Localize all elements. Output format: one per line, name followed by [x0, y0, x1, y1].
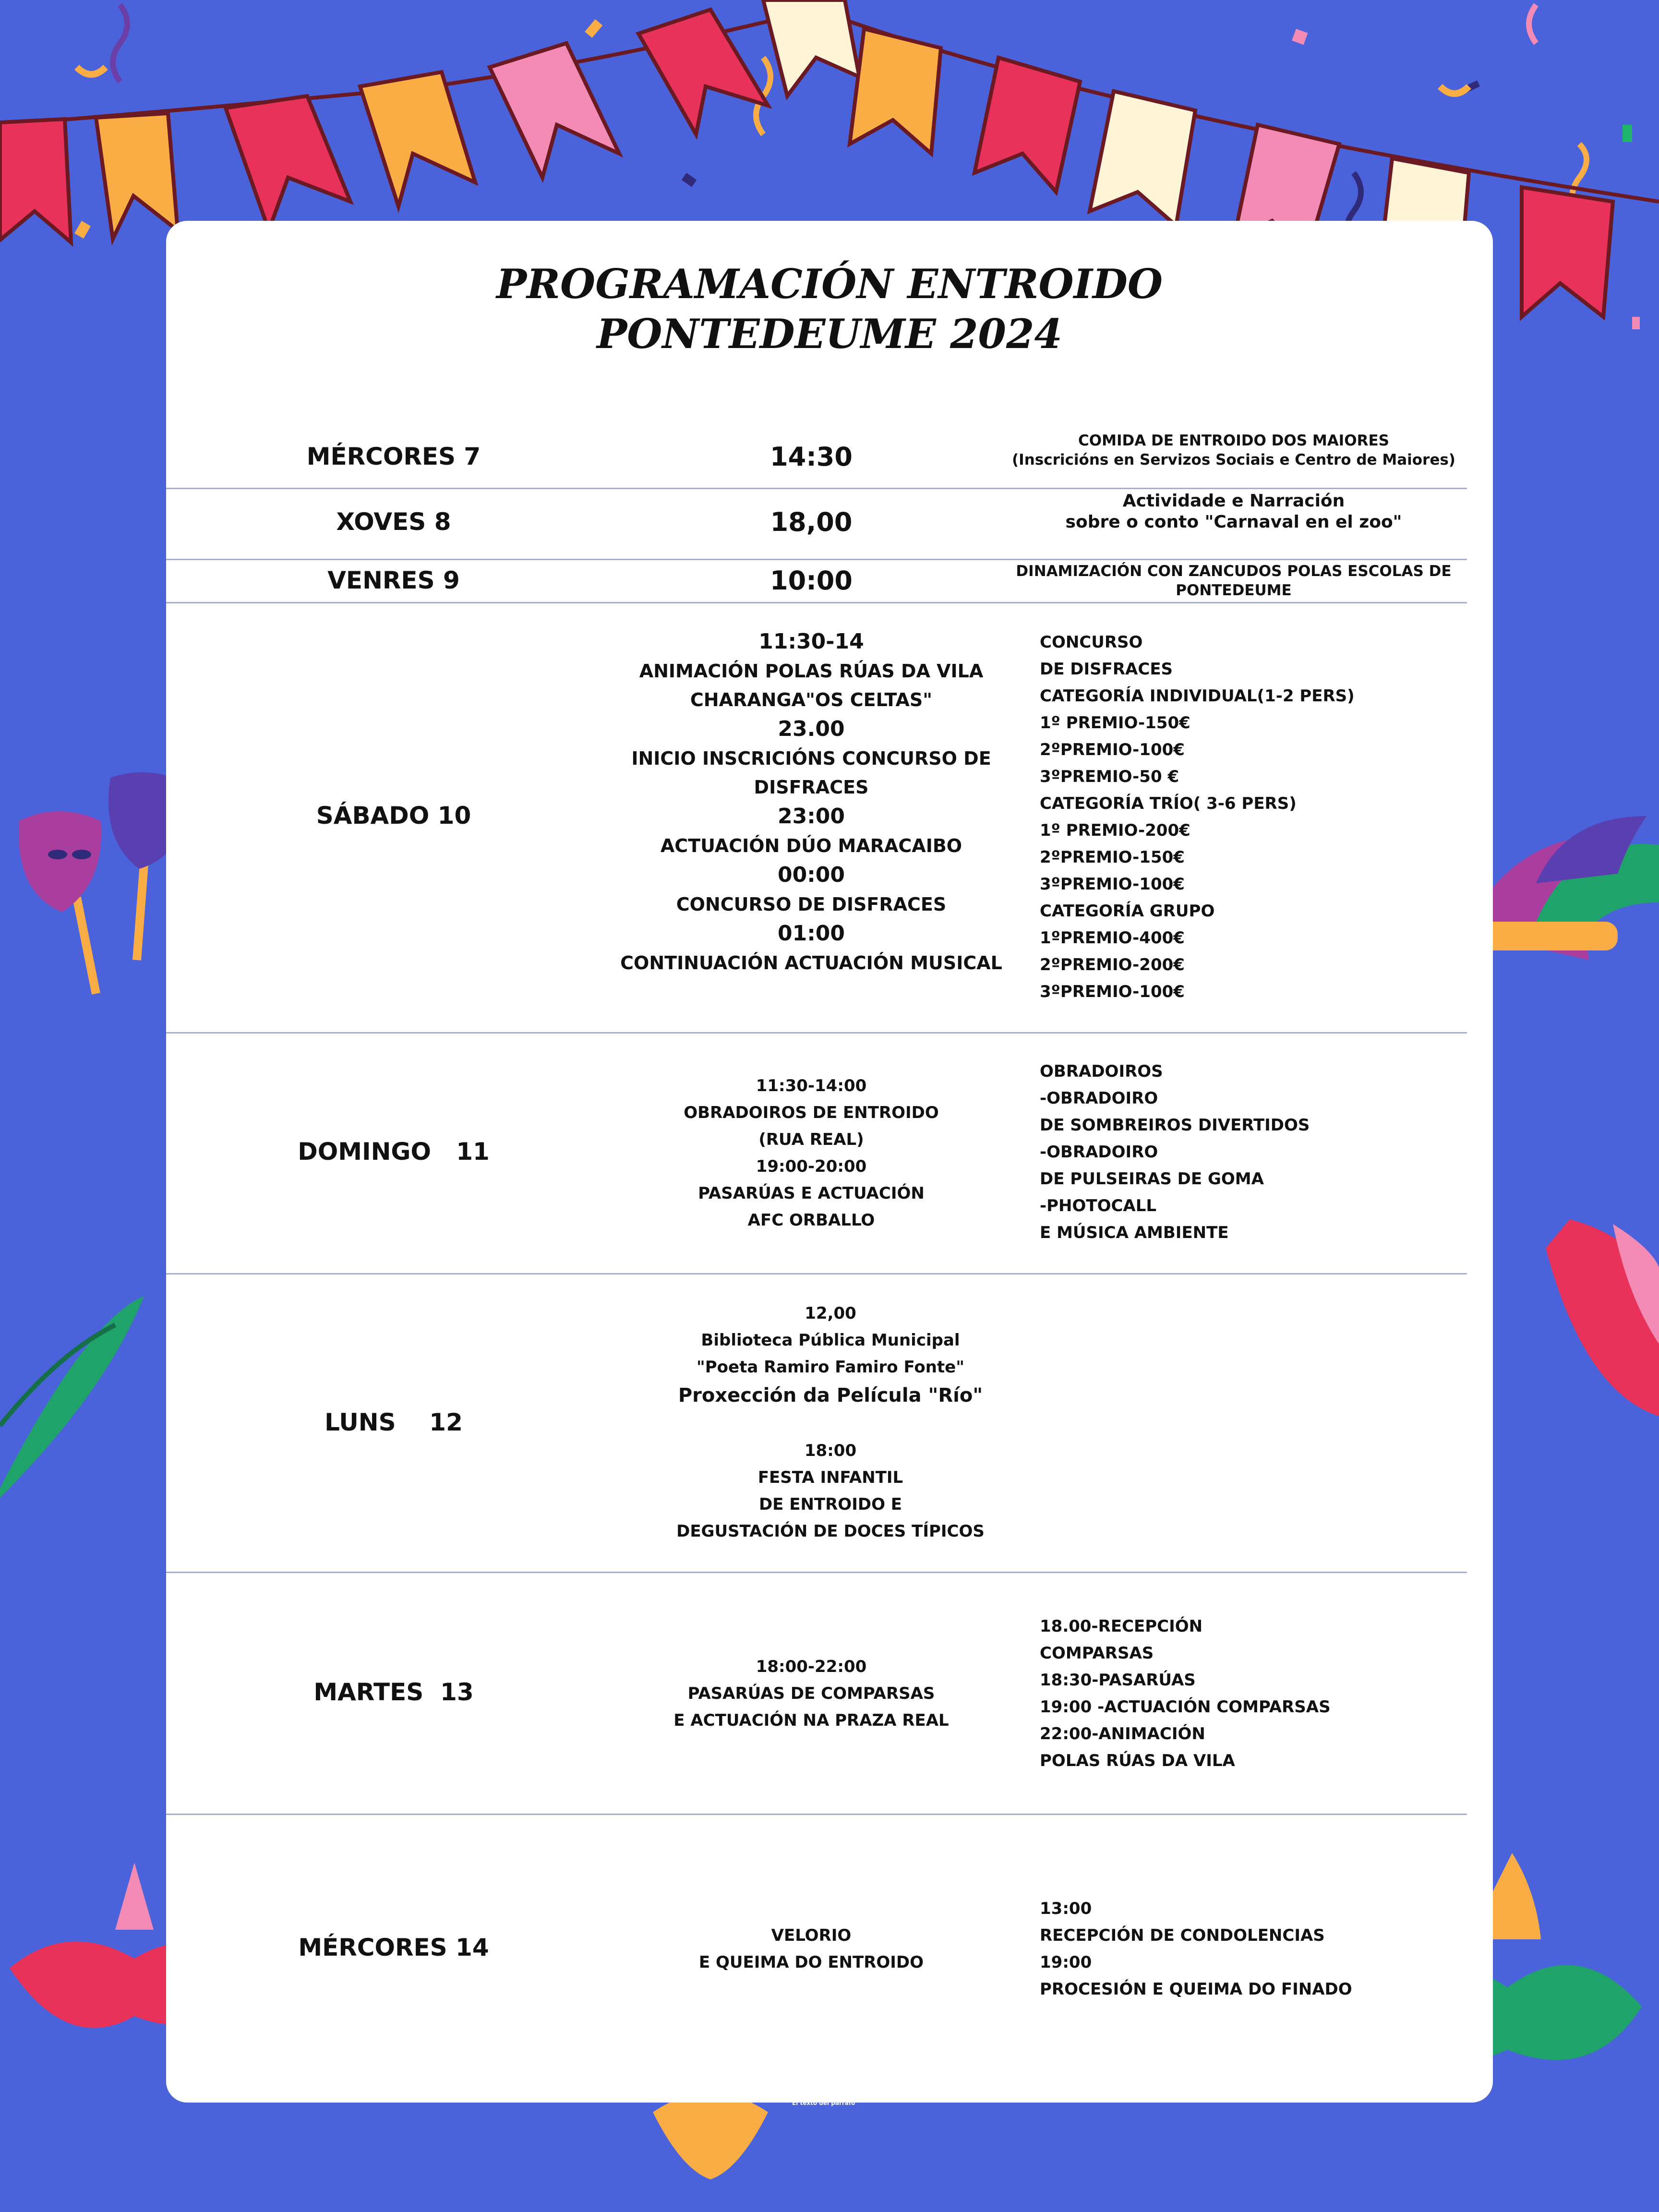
- day-label: MÉRCORES 14: [298, 1934, 489, 1961]
- row-divider: [166, 559, 1467, 560]
- time-label: 14:30: [770, 442, 853, 472]
- event-times: 11:30-14 ANIMACIÓN POLAS RÚAS DA VILA CHARANGA"OS CELTAS" 23.00 INICIO INSCRICIÓNS CONCURSO DE DISFRACES 23:00 ACTUACIÓN DÚO MARACAIBO 00:00 CONCURSO DE DISFRACES 01:00 CONTINUACIÓN ACTUACIÓN MUSICAL: [620, 629, 1002, 974]
- title-line-2: PONTEDEUME 2024: [597, 310, 1062, 358]
- day-label: DOMINGO 11: [298, 1138, 490, 1166]
- day-label: SÁBADO 10: [316, 802, 471, 830]
- day-label: LUNS 12: [325, 1408, 463, 1436]
- event-times: 12,00 Biblioteca Pública Municipal "Poeta Ramiro Famiro Fonte" Proxección da Película "Río" 18:00 FESTA INFANTIL DE ENTROIDO E DEGUSTACIÓN DE DOCES TÍPICOS: [676, 1304, 985, 1541]
- workshop-details: OBRADOIROS -OBRADOIRO DE SOMBREIROS DIVERTIDOS -OBRADOIRO DE PULSEIRAS DE GOMA -PHOTOCALL E MÚSICA AMBIENTE: [1040, 1062, 1310, 1242]
- row-divider: [166, 1273, 1467, 1274]
- day-label: XOVES 8: [336, 508, 451, 536]
- event-times: 11:30-14:00 OBRADOIROS DE ENTROIDO (RUA REAL) 19:00-20:00 PASARÚAS E ACTUACIÓN AFC ORBALLO: [684, 1076, 939, 1230]
- day-label: MÉRCORES 7: [306, 443, 481, 470]
- row-divider: [166, 1572, 1467, 1573]
- funeral-details: 13:00 RECEPCIÓN DE CONDOLENCIAS 19:00 PROCESIÓN E QUEIMA DO FINADO: [1040, 1899, 1352, 1999]
- row-divider: [166, 1032, 1467, 1034]
- row-divider: [166, 602, 1467, 603]
- row-divider: [166, 1814, 1467, 1815]
- day-label: MARTES 13: [313, 1678, 474, 1706]
- page-title: [166, 259, 1493, 359]
- event-description: Actividade e Narración sobre o conto "Carnaval en el zoo": [1065, 491, 1402, 532]
- row-divider: [166, 488, 1467, 489]
- title-line-1: PROGRAMACIÓN ENTROIDO: [496, 260, 1163, 308]
- event-description: COMIDA DE ENTROIDO DOS MAIORES (Inscricións en Servizos Sociais e Centro de Maiores): [1012, 432, 1455, 469]
- day-label: VENRES 9: [327, 566, 460, 594]
- time-label: 10:00: [770, 565, 853, 596]
- parade-details: 18.00-RECEPCIÓN COMPARSAS 18:30-PASARÚAS 19:00 -ACTUACIÓN COMPARSAS 22:00-ANIMACIÓN POLAS RÚAS DA VILA: [1040, 1617, 1331, 1770]
- contest-details: CONCURSO DE DISFRACES CATEGORÍA INDIVIDUAL(1-2 PERS) 1º PREMIO-150€ 2ºPREMIO-100€ 3ºPREMIO-50 € CATEGORÍA TRÍO( 3-6 PERS) 1º PREMIO-200€ 2ºPREMIO-150€ 3ºPREMIO-100€ CATEGORÍA GRUPO 1ºPREMIO-400€ 2ºPREMIO-200€ 3ºPREMIO-100€: [1040, 633, 1355, 1001]
- event-description: DINAMIZACIÓN CON ZANCUDOS POLAS ESCOLAS DE PONTEDEUME: [1016, 563, 1452, 599]
- event-times: VELORIO E QUEIMA DO ENTROIDO: [698, 1926, 924, 1972]
- time-label: 18,00: [770, 507, 853, 537]
- footer-note: El texto del párrafo: [792, 2100, 855, 2106]
- event-times: 18:00-22:00 PASARÚAS DE COMPARSAS E ACTUACIÓN NA PRAZA REAL: [673, 1657, 949, 1730]
